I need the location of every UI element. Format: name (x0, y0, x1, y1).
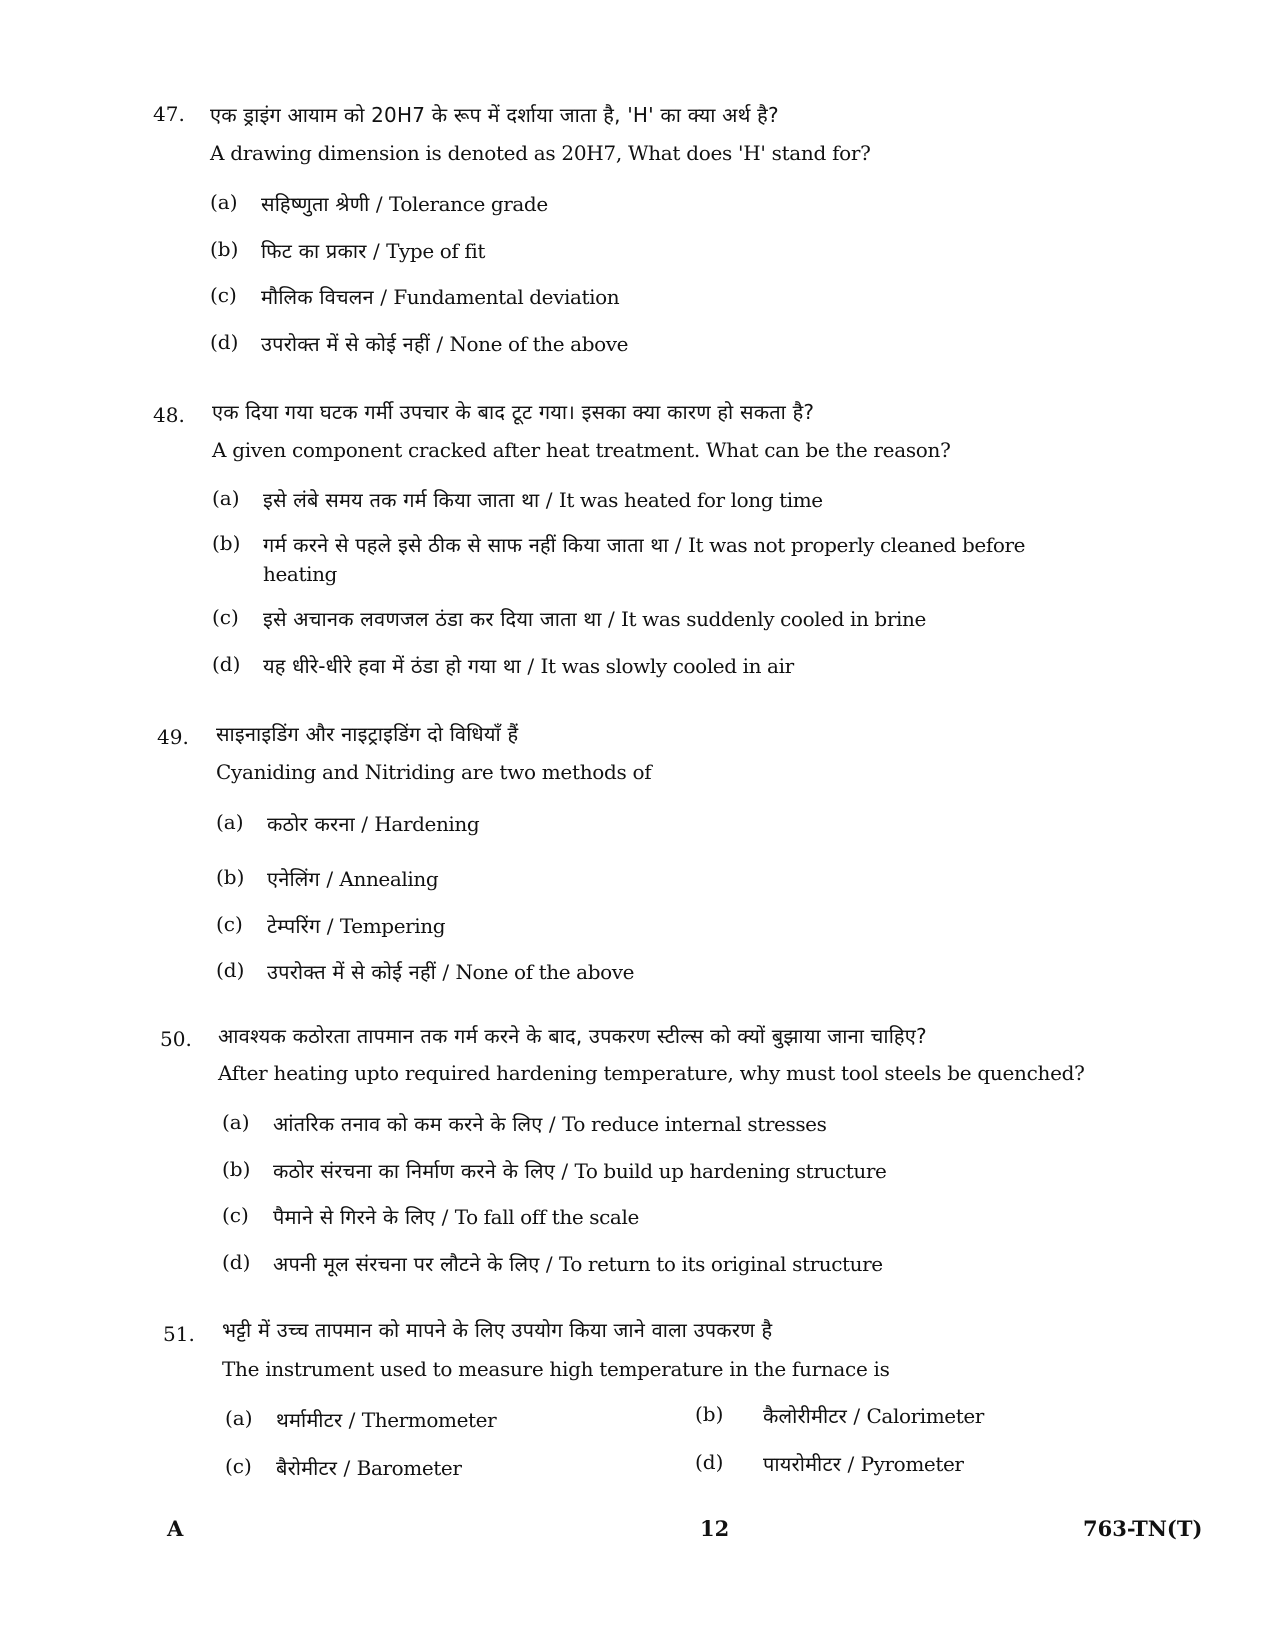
option-text-english: Calorimeter (866, 1404, 984, 1428)
option-text-hindi: थर्मामीटर (276, 1408, 343, 1432)
option-text-english: It was suddenly cooled in brine (621, 607, 926, 631)
question-text-english: Cyaniding and Nitriding are two methods of (216, 760, 652, 784)
separator: / (601, 607, 622, 631)
separator: / (369, 192, 390, 216)
option-text-hindi: पैमाने से गिरने के लिए (273, 1205, 436, 1229)
option-label: (a) (216, 810, 244, 834)
option-text-hindi: यह धीरे-धीरे हवा में ठंडा हो गया था (263, 654, 522, 678)
separator: / (539, 488, 559, 512)
question-text-hindi: एक दिया गया घटक गर्मी उपचार के बाद टूट गया। इसका क्या कारण हो सकता है? (212, 400, 815, 424)
option-label: (a) (210, 190, 238, 214)
question-number: 47. (153, 102, 185, 126)
option-label: (d) (216, 958, 245, 982)
option-text-hindi: कैलोरीमीटर (763, 1404, 848, 1428)
option-label: (c) (225, 1454, 252, 1478)
option-text-english: Pyrometer (860, 1452, 964, 1476)
option-text-english: Thermometer (361, 1408, 497, 1432)
option-label: (c) (222, 1203, 249, 1227)
separator: / (373, 285, 394, 309)
option-text-english: Type of fit (386, 239, 485, 263)
option-label: (d) (210, 330, 239, 354)
option-text-hindi: पायरोमीटर (763, 1452, 842, 1476)
option-text-english: Annealing (339, 867, 439, 891)
option-label: (a) (212, 486, 240, 510)
separator: / (337, 1456, 357, 1480)
option-label: (b) (222, 1157, 251, 1181)
separator: / (366, 239, 387, 263)
option-text-hindi: टेम्परिंग (267, 914, 321, 938)
option-text-english: To reduce internal stresses (562, 1112, 827, 1136)
option-text-hindi: एनेलिंग (267, 867, 320, 891)
option-text-english: Tolerance grade (389, 192, 548, 216)
option-text-hindi: गर्म करने से पहले इसे ठीक से साफ नहीं किया जाता था (263, 533, 669, 557)
separator: / (542, 1112, 563, 1136)
separator: / (319, 867, 340, 891)
separator: / (342, 1408, 362, 1432)
option-label: (d) (212, 652, 241, 676)
option-text-hindi: उपरोक्त में से कोई नहीं (261, 332, 430, 356)
option-text-hindi: मौलिक विचलन (261, 285, 374, 309)
option-text-english: None of the above (455, 960, 635, 984)
question-text-hindi: आवश्यक कठोरता तापमान तक गर्म करने के बाद, उपकरण स्टील्स को क्यों बुझाया जाना चाहिए? (218, 1024, 927, 1048)
option-label: (a) (225, 1406, 253, 1430)
option-text-hindi: आंतरिक तनाव को कम करने के लिए (273, 1112, 543, 1136)
option-text-english: Hardening (374, 812, 480, 836)
question-text-hindi: भट्टी में उच्च तापमान को मापने के लिए उपयोग किया जाने वाला उपकरण है (222, 1318, 773, 1342)
question-number: 48. (153, 403, 185, 427)
option-text-english: To build up hardening structure (574, 1159, 887, 1183)
separator: / (435, 960, 456, 984)
option-text-hindi: फिट का प्रकार (261, 239, 367, 263)
page-number: 12 (700, 1516, 730, 1541)
option-text-english: To fall off the scale (454, 1205, 639, 1229)
question-number: 50. (160, 1027, 192, 1051)
paper-code: 763-TN(T) (1083, 1516, 1203, 1541)
separator: / (539, 1252, 559, 1276)
option-text-english: It was slowly cooled in air (540, 654, 794, 678)
question-text-english: The instrument used to measure high temperature in the furnace is (222, 1357, 890, 1381)
separator: / (521, 654, 541, 678)
separator: / (435, 1205, 455, 1229)
option-text-hindi: सहिष्णुता श्रेणी (261, 192, 370, 216)
option-text-continuation: heating (263, 562, 337, 586)
question-text-hindi: साइनाइडिंग और नाइट्राइडिंग दो विधियाँ हैं (216, 722, 519, 746)
question-number: 51. (163, 1322, 195, 1346)
option-label: (c) (216, 912, 243, 936)
question-number: 49. (157, 725, 189, 749)
option-text-english: None of the above (449, 332, 629, 356)
option-label: (b) (210, 237, 239, 261)
option-label: (a) (222, 1110, 250, 1134)
option-text-hindi: इसे अचानक लवणजल ठंडा कर दिया जाता था (263, 607, 602, 631)
option-text-hindi: उपरोक्त में से कोई नहीं (267, 960, 436, 984)
option-text-english: It was not properly cleaned before (688, 533, 1026, 557)
separator: / (668, 533, 689, 557)
option-label: (d) (695, 1450, 724, 1474)
option-text-english: Tempering (339, 914, 446, 938)
option-text-hindi: कठोर करना (267, 812, 355, 836)
separator: / (841, 1452, 861, 1476)
option-text-english: It was heated for long time (558, 488, 823, 512)
option-label: (c) (212, 605, 239, 629)
option-label: (b) (216, 865, 245, 889)
separator: / (847, 1404, 867, 1428)
option-text-hindi: कठोर संरचना का निर्माण करने के लिए (273, 1159, 555, 1183)
option-text-hindi: इसे लंबे समय तक गर्म किया जाता था (263, 488, 540, 512)
option-label: (b) (695, 1402, 724, 1426)
separator: / (429, 332, 450, 356)
option-text-english: Fundamental deviation (393, 285, 620, 309)
option-text-english: Barometer (356, 1456, 462, 1480)
option-label: (b) (212, 531, 241, 555)
question-text-english: A drawing dimension is denoted as 20H7, What does 'H' stand for? (210, 141, 871, 165)
separator: / (554, 1159, 575, 1183)
option-label: (c) (210, 283, 237, 307)
option-label: (d) (222, 1250, 251, 1274)
separator: / (320, 914, 340, 938)
option-text-hindi: बैरोमीटर (276, 1456, 338, 1480)
option-text-hindi: अपनी मूल संरचना पर लौटने के लिए (273, 1252, 540, 1276)
series-code: A (167, 1516, 184, 1541)
option-text-english: To return to its original structure (558, 1252, 883, 1276)
question-text-hindi: एक ड्राइंग आयाम को 20H7 के रूप में दर्शाया जाता है, 'H' का क्या अर्थ है? (210, 103, 779, 127)
question-text-english: After heating upto required hardening temperature, why must tool steels be quenched? (218, 1061, 1085, 1085)
question-text-english: A given component cracked after heat treatment. What can be the reason? (212, 438, 951, 462)
separator: / (354, 812, 375, 836)
